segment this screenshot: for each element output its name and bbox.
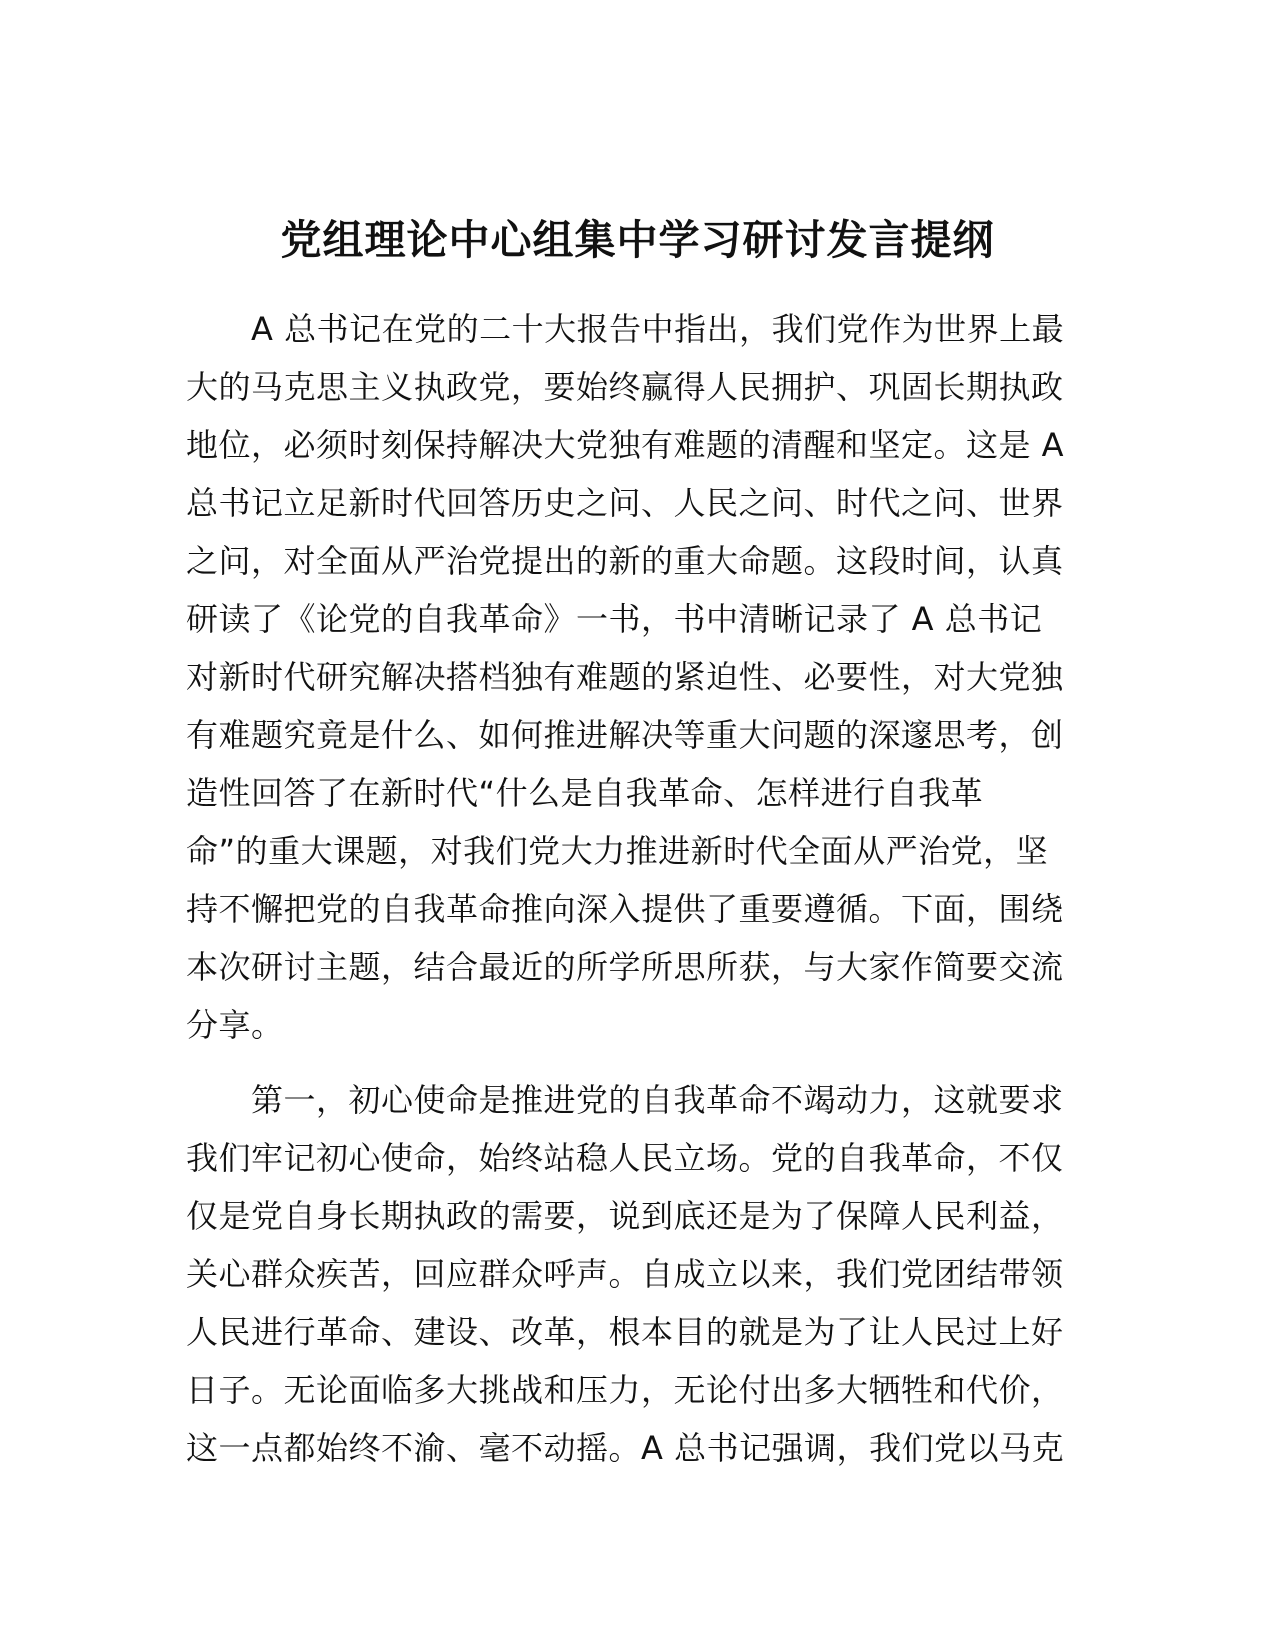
paragraph-first-point: 第一，初心使命是推进党的自我革命不竭动力，这就要求 我们牢记初心使命，始终站稳人民立场。党的自我革命，不仅 仅是党自身长期执政的需要，说到底还是为了保障人民利益， 关心群众疾苦，回应群众呼声。自成立以来，我们党团结带领 人民进行革命、建设、改革，根本目的就是为了让人民过上好 日子。无论面临多大挑战和压力，无论付出多大牺牲和代价， 这一点都始终不渝、毫不动摇。A 总书记强调，我们党以马克: [186, 1081, 1065, 1467]
paragraph-intro: A 总书记在党的二十大报告中指出，我们党作为世界上最 大的马克思主义执政党，要始终赢得人民拥护、巩固长期执政 地位，必须时刻保持解决大党独有难题的清醒和坚定。这是 A 总书记立足新时代回答历史之问、人民之问、时代之问、世界 之问，对全面从严治党提出的新的重大命题。这段时间，认真 研读了《论党的自我革命》一书，书中清晰记录了 A 总书记 对新时代研究解决搭档独有难题的紧迫性、必要性，对大党独 有难题究竟是什么、如何推进解决等重大问题的深邃思考，创 造性回答了在新时代“什么是自我革命、怎样进行自我革 命”的重大课题，对我们党大力推进新时代全面从严治党，坚 持不懈把党的自我革命推向深入提供了重要遵循。下面，围绕 本次研讨主题，结合最近的所学所思所获，与大家作简要交流 分享。: [186, 310, 1065, 1044]
document-title: 党组理论中心组集中学习研讨发言提纲: [280, 216, 995, 264]
